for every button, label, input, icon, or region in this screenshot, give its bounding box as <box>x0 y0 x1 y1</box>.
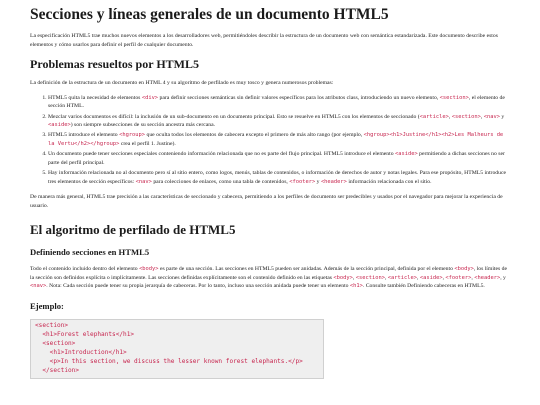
code-tag: <aside> <box>419 274 443 281</box>
code-line: </section> <box>35 366 80 374</box>
code-tag: <header> <box>320 178 347 185</box>
code-tag: <div> <box>141 94 159 101</box>
list-item: 5. Hay información relacionada no al documento pero sí al sitio entero, como logos, menús, tablas de contenidos, o información de derechos de autor y notas legales. Para ese propósito, HTML5 introduce tres elementos de sección específicos: <nav> para colecciones de enlaces, como una tabla de contenidos, <footer> y <header> información relacionada con el sitio. <box>48 169 510 186</box>
code-tag: <article> <box>419 113 449 120</box>
sections-subheading: Definiendo secciones en HTML5 <box>30 247 150 258</box>
code-tag: <nav> <box>30 283 47 290</box>
intro-paragraph: La especificación HTML5 trae muchos nuevos elementos a los desarrolladores web, permitiéndoles describir la estructura de un documento web con semántica estandarizada. Este documento describe estos elementos y cómo usarlos para definir el perfil de cualquier documento. <box>30 33 498 48</box>
code-tag: <section> <box>439 94 469 101</box>
example-label: Ejemplo: <box>30 301 64 312</box>
code-tag: <h1> <box>349 283 363 290</box>
code-tag: <section> <box>355 274 385 281</box>
code-line: <section> <box>35 322 69 330</box>
code-tag: <header> <box>474 274 501 281</box>
code-tag: <hgroup> <box>119 132 146 139</box>
code-line: <section> <box>35 339 76 347</box>
code-tag: <body> <box>139 266 159 273</box>
code-tag: <body> <box>454 266 474 273</box>
sections-paragraph: Todo el contenido incluido dentro del elemento <body> es parte de una sección. Las secciones en HTML5 pueden ser anidadas. Además de la sección principal, definida por el elemento <body>, los límites de la sección son definidos explícita o implícitamente. Las secciones definidas explícitamente son el contenido definido en las etiquetas <body>, <section>, <article>, <aside>, <footer>, <header>, y <nav>. Nota: Cada sección puede tener su propia jerarquía de cabeceras. Por lo tanto, incluso una sección anidada puede tener un elemento <h1>. Consulte también Definiendo cabeceras en HTML5. <box>30 266 508 290</box>
code-tag: <nav> <box>135 178 152 185</box>
problems-closing: De manera más general, HTML5 trae precisión a las características de seccionado y cabecera, permitiendo a los perfiles de documento ser predecibles y usados por el navegador para mejorar la experiencia de usuario. <box>30 194 503 209</box>
code-tag: <footer> <box>445 274 472 281</box>
code-tag: <section> <box>451 113 481 120</box>
page-title: Secciones y líneas generales de un documento HTML5 <box>30 6 389 23</box>
algorithm-heading: El algoritmo de perfilado de HTML5 <box>30 222 236 238</box>
problems-heading: Problemas resueltos por HTML5 <box>30 57 199 72</box>
code-tag: <hgroup><h1>Justine</h1><h2>Les Malheurs de la Vertu</h2></hgroup> <box>48 132 504 147</box>
code-line: <p>In this section, we discuss the lesser known forest elephants.</p> <box>35 357 303 365</box>
list-item: 1. HTML5 quita la necesidad de elementos <div> para definir secciones semánticas sin definir valores específicos para los atributos class, introduciendo un nuevo elemento, <section>, el elemento de sección HTML. <box>48 94 510 111</box>
list-item: 2. Mezclar varios documentos es difícil: la inclusión de un sub-documento en un documento principal. Esto se resuelve en HTML5 con los elementos de seccionado (<article>, <section>, <nav> y <aside>) son siempre subsecciones de su sección ancestra más cercana. <box>48 113 510 130</box>
code-line: <h1>Forest elephants</h1> <box>35 330 135 338</box>
problems-lead: La definición de la estructura de un documento en HTML 4 y su algoritmo de perfilado es muy tosco y genera numerosos problemas: <box>30 80 334 87</box>
code-tag: <footer> <box>289 178 316 185</box>
problems-list <box>30 94 510 186</box>
code-tag: <aside> <box>394 151 418 158</box>
list-item: 3. HTML5 introduce el elemento <hgroup> que oculta todos los elementos de cabecera excepto el primero de más alto rango (por ejemplo, <hgroup><h1>Justine</h1><h2>Les Malheurs de la Vertu</h2></hgroup> crea el perfil 1. Justine). <box>48 131 510 148</box>
code-example-block[interactable] <box>30 319 324 378</box>
code-tag: <body> <box>333 274 353 281</box>
code-tag: <nav> <box>483 113 500 120</box>
code-line: <h1>Introduction</h1> <box>35 348 127 356</box>
list-item: 4. Un documento puede tener secciones especiales conteniendo información relacionada que no es parte del flujo principal. HTML5 introduce el elemento <aside> permitiendo a dichas secciones no ser parte del perfil principal. <box>48 150 510 167</box>
code-tag: <article> <box>387 274 418 281</box>
code-tag: <aside> <box>48 122 71 129</box>
